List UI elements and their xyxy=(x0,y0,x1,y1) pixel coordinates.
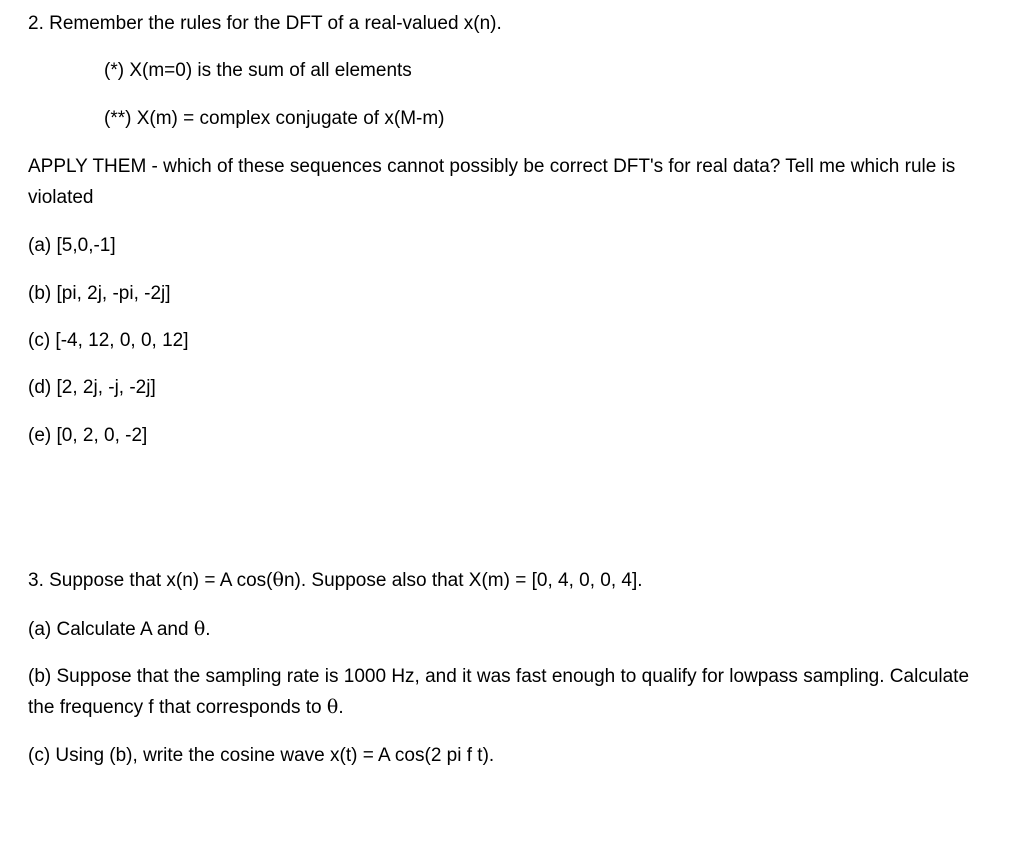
q2-option-b: (b) [pi, 2j, -pi, -2j] xyxy=(28,283,171,304)
q3-heading-text-start: 3. Suppose that x(n) = A cos( xyxy=(28,570,273,591)
q3-part-b xyxy=(28,661,998,723)
theta-symbol: θ xyxy=(326,696,339,718)
q2-option-c: (c) [-4, 12, 0, 0, 12] xyxy=(28,330,189,351)
q3-part-a-period: . xyxy=(205,619,211,640)
q2-heading: 2. Remember the rules for the DFT of a real-valued x(n). xyxy=(28,13,502,34)
q2-rule-1: (*) X(m=0) is the sum of all elements xyxy=(104,60,412,81)
q2-option-a: (a) [5,0,-1] xyxy=(28,235,116,256)
q3-heading-text-end: n). Suppose also that X(m) = [0, 4, 0, 0, 4]. xyxy=(283,570,643,591)
q3-heading xyxy=(28,568,643,593)
q2-rule-2: (**) X(m) = complex conjugate of x(M-m) xyxy=(104,108,445,129)
q2-option-d: (d) [2, 2j, -j, -2j] xyxy=(28,377,156,398)
q3-part-a-text: (a) Calculate A and xyxy=(28,619,194,640)
q3-part-b-period: . xyxy=(338,697,344,718)
q3-part-a xyxy=(28,617,211,642)
q2-option-e: (e) [0, 2, 0, -2] xyxy=(28,425,148,446)
theta-symbol: θ xyxy=(193,618,206,640)
q3-part-b-text: (b) Suppose that the sampling rate is 1000 Hz, and it was fast enough to qualify for lowpass sampling. Calculate the frequency f that corresponds to xyxy=(28,666,970,718)
theta-symbol: θ xyxy=(272,569,284,591)
q2-apply-instructions: APPLY THEM - which of these sequences cannot possibly be correct DFT's for real data? Tell me which rule is violated xyxy=(28,156,956,208)
q3-part-c: (c) Using (b), write the cosine wave x(t) = A cos(2 pi f t). xyxy=(28,745,495,766)
